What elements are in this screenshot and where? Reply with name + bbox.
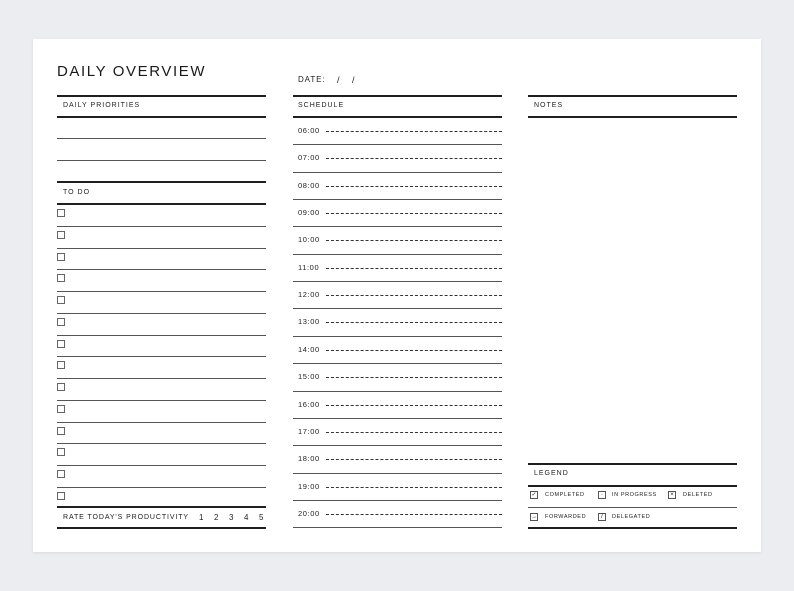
schedule-time: 16:00 (298, 399, 320, 409)
notes-header-rule (528, 116, 737, 118)
rating-1[interactable]: 1 (199, 513, 204, 522)
schedule-time: 15:00 (298, 372, 320, 382)
schedule-time: 08:00 (298, 180, 320, 190)
todo-checkbox[interactable] (57, 296, 65, 304)
rating-3[interactable]: 3 (229, 513, 234, 522)
todo-line[interactable] (57, 248, 266, 249)
priority-line[interactable] (57, 160, 266, 161)
legend-forwarded-label: FORWARDED (545, 514, 587, 520)
schedule-time: 14:00 (298, 344, 320, 354)
priorities-label: DAILY PRIORITIES (63, 102, 141, 109)
todo-checkbox[interactable] (57, 340, 65, 348)
schedule-half-hour-line[interactable] (326, 131, 502, 132)
schedule-half-hour-line[interactable] (326, 158, 502, 159)
schedule-time: 10:00 (298, 235, 320, 245)
schedule-half-hour-line[interactable] (326, 322, 502, 323)
schedule-hour-line[interactable] (293, 281, 502, 282)
rating-5[interactable]: 5 (259, 513, 264, 522)
priorities-header-rule (57, 116, 266, 118)
productivity-bottom-rule (57, 527, 266, 529)
legend-in-progress-label: IN PROGRESS (612, 492, 657, 498)
schedule-time: 11:00 (298, 262, 320, 272)
todo-line[interactable] (57, 356, 266, 357)
todo-line[interactable] (57, 313, 266, 314)
schedule-hour-line[interactable] (293, 418, 502, 419)
todo-checkbox[interactable] (57, 492, 65, 500)
notes-label: NOTES (534, 102, 564, 109)
rating-2[interactable]: 2 (214, 513, 219, 522)
schedule-time: 18:00 (298, 454, 320, 464)
schedule-time: 19:00 (298, 481, 320, 491)
schedule-hour-line[interactable] (293, 226, 502, 227)
legend-delegated-icon: / (598, 513, 606, 521)
schedule-hour-line[interactable] (293, 199, 502, 200)
todo-checkbox[interactable] (57, 448, 65, 456)
schedule-half-hour-line[interactable] (326, 377, 502, 378)
productivity-label: RATE TODAY'S PRODUCTIVITY (63, 514, 189, 521)
legend-in-progress-icon: · (598, 491, 606, 499)
todo-header-rule (57, 203, 266, 205)
schedule-time: 06:00 (298, 126, 320, 135)
todo-top-rule (57, 181, 266, 183)
schedule-half-hour-line[interactable] (326, 350, 502, 351)
todo-checkbox[interactable] (57, 253, 65, 261)
todo-checkbox[interactable] (57, 470, 65, 478)
todo-line[interactable] (57, 269, 266, 270)
schedule-hour-line[interactable] (293, 363, 502, 364)
schedule-half-hour-line[interactable] (326, 514, 502, 515)
todo-line[interactable] (57, 378, 266, 379)
date-label: DATE: (298, 75, 326, 84)
schedule-time: 09:00 (298, 208, 320, 218)
schedule-time: 12:00 (298, 290, 320, 300)
legend-deleted-label: DELETED (683, 492, 713, 498)
priority-line[interactable] (57, 138, 266, 139)
todo-checkbox[interactable] (57, 405, 65, 413)
schedule-label: SCHEDULE (298, 102, 345, 109)
schedule-half-hour-line[interactable] (326, 240, 502, 241)
schedule-half-hour-line[interactable] (326, 487, 502, 488)
todo-line[interactable] (57, 335, 266, 336)
schedule-time: 17:00 (298, 426, 320, 436)
schedule-hour-line[interactable] (293, 144, 502, 145)
schedule-half-hour-line[interactable] (326, 459, 502, 460)
schedule-hour-line[interactable] (293, 391, 502, 392)
schedule-half-hour-line[interactable] (326, 432, 502, 433)
todo-line[interactable] (57, 400, 266, 401)
schedule-hour-line[interactable] (293, 254, 502, 255)
productivity-top-rule (57, 506, 266, 508)
schedule-half-hour-line[interactable] (326, 295, 502, 296)
schedule-hour-line[interactable] (293, 308, 502, 309)
page-title: DAILY OVERVIEW (57, 63, 207, 80)
schedule-time: 13:00 (298, 317, 320, 327)
todo-checkbox[interactable] (57, 209, 65, 217)
legend-completed-icon: ✓ (531, 492, 537, 498)
schedule-hour-line[interactable] (293, 445, 502, 446)
todo-checkbox[interactable] (57, 274, 65, 282)
legend-bottom-rule (528, 527, 737, 529)
todo-checkbox[interactable] (57, 318, 65, 326)
rating-4[interactable]: 4 (244, 513, 249, 522)
todo-checkbox[interactable] (57, 427, 65, 435)
legend-label: LEGEND (534, 470, 569, 477)
schedule-header-rule (293, 116, 502, 118)
todo-checkbox[interactable] (57, 361, 65, 369)
schedule-hour-line[interactable] (293, 473, 502, 474)
priorities-top-rule (57, 95, 266, 97)
todo-line[interactable] (57, 422, 266, 423)
todo-label: TO DO (63, 189, 91, 196)
legend-top-rule (528, 463, 737, 465)
schedule-hour-line[interactable] (293, 336, 502, 337)
legend-divider (528, 507, 737, 508)
schedule-half-hour-line[interactable] (326, 268, 502, 269)
legend-forwarded-icon: → (531, 514, 537, 520)
schedule-time: 20:00 (298, 508, 320, 518)
legend-deleted-icon: × (668, 491, 676, 499)
todo-checkbox[interactable] (57, 383, 65, 391)
schedule-hour-line[interactable] (293, 500, 502, 501)
todo-line[interactable] (57, 226, 266, 227)
planner-sheet (33, 39, 761, 552)
notes-area[interactable] (528, 119, 737, 459)
schedule-time: 07:00 (298, 153, 320, 163)
schedule-hour-line[interactable] (293, 172, 502, 173)
schedule-half-hour-line[interactable] (326, 405, 502, 406)
todo-line[interactable] (57, 443, 266, 444)
schedule-top-rule (293, 95, 502, 97)
date-separator-2: / (352, 75, 355, 85)
schedule-hour-line[interactable] (293, 527, 502, 528)
legend-delegated-label: DELEGATED (612, 514, 651, 520)
date-separator-1: / (337, 75, 340, 85)
legend-header-rule (528, 485, 737, 487)
todo-checkbox[interactable] (57, 231, 65, 239)
todo-line[interactable] (57, 487, 266, 488)
legend-completed-label: COMPLETED (545, 492, 585, 498)
notes-top-rule (528, 95, 737, 97)
schedule-half-hour-line[interactable] (326, 213, 502, 214)
schedule-half-hour-line[interactable] (326, 186, 502, 187)
todo-line[interactable] (57, 465, 266, 466)
todo-line[interactable] (57, 291, 266, 292)
